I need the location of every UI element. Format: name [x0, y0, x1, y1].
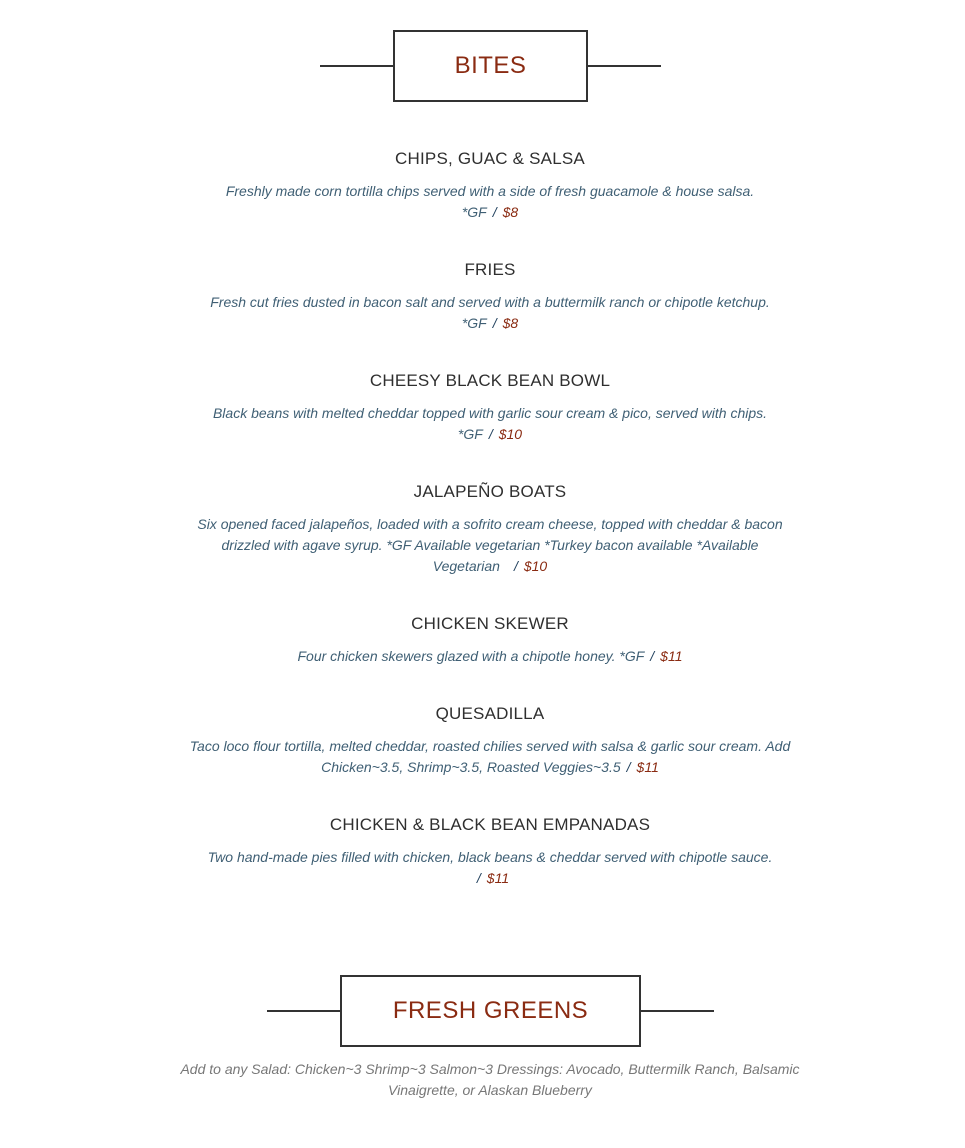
item-description: Freshly made corn tortilla chips served with a side of fresh guacamole & house salsa. [225, 183, 755, 199]
header-box [340, 975, 641, 1047]
price-separator: / [488, 426, 493, 442]
item-name: QUESADILLA [435, 704, 545, 723]
item-price: $10 [523, 558, 548, 574]
header-line-left [267, 1010, 341, 1012]
item-name: FRIES [464, 260, 516, 279]
menu-item [180, 260, 800, 334]
salad-addons-note: Add to any Salad: Chicken~3 Shrimp~3 Salmon~3 Dressings: Avocado, Buttermilk Ranch, Balsamic Vinaigrette, or Alaskan Blueberry [180, 1061, 800, 1098]
item-price: $11 [660, 648, 683, 664]
section-title: FRESH GREENS [392, 997, 589, 1024]
item-price: $11 [486, 870, 510, 886]
menu-item [180, 149, 800, 223]
item-price: $11 [636, 759, 659, 775]
header-box [393, 30, 588, 102]
header-line-left [320, 65, 394, 67]
item-description: Black beans with melted cheddar topped with garlic sour cream & pico, served with chips. [212, 405, 768, 421]
header-line-right [587, 65, 661, 67]
item-price: $8 [502, 315, 519, 331]
price-separator: / [492, 204, 497, 220]
section-header-fresh-greens [0, 975, 965, 1047]
menu-item [180, 371, 800, 445]
price-separator: / [626, 759, 631, 775]
item-tag: *GF [461, 315, 487, 331]
price-separator: / [650, 648, 655, 664]
section-header-bites [0, 30, 965, 102]
item-name: JALAPEÑO BOATS [413, 482, 567, 501]
item-price: $10 [498, 426, 523, 442]
item-description: Six opened faced jalapeños, loaded with a sofrito cream cheese, topped with cheddar & bacon drizzled with agave syrup. *GF Available vegetarian *Turkey bacon available *Available Vegetarian [197, 516, 783, 574]
menu-item [180, 614, 800, 667]
section-title: BITES [454, 52, 527, 79]
menu-item [180, 815, 800, 889]
item-name: CHICKEN & BLACK BEAN EMPANADAS [329, 815, 651, 834]
item-price: $8 [502, 204, 519, 220]
item-description: Four chicken skewers glazed with a chipotle honey. *GF [297, 648, 645, 664]
item-tag: *GF [457, 426, 483, 442]
item-description: Two hand-made pies filled with chicken, black beans & cheddar served with chipotle sauce. [207, 849, 773, 865]
header-line-right [640, 1010, 714, 1012]
price-separator: / [492, 315, 497, 331]
item-description: Fresh cut fries dusted in bacon salt and served with a buttermilk ranch or chipotle ketchup. [210, 294, 770, 310]
item-name: CHICKEN SKEWER [411, 614, 569, 633]
menu-item [180, 704, 800, 778]
item-name: CHIPS, GUAC & SALSA [395, 149, 585, 168]
price-separator: / [476, 870, 481, 886]
item-tag: *GF [461, 204, 487, 220]
item-name: CHEESY BLACK BEAN BOWL [369, 371, 611, 390]
menu-item [180, 482, 800, 577]
item-description: Taco loco flour tortilla, melted cheddar, roasted chilies served with salsa & garlic sour cream. Add Chicken~3.5, Shrimp~3.5, Roasted Veggies~3.5 [189, 738, 791, 775]
price-separator: / [513, 558, 518, 574]
